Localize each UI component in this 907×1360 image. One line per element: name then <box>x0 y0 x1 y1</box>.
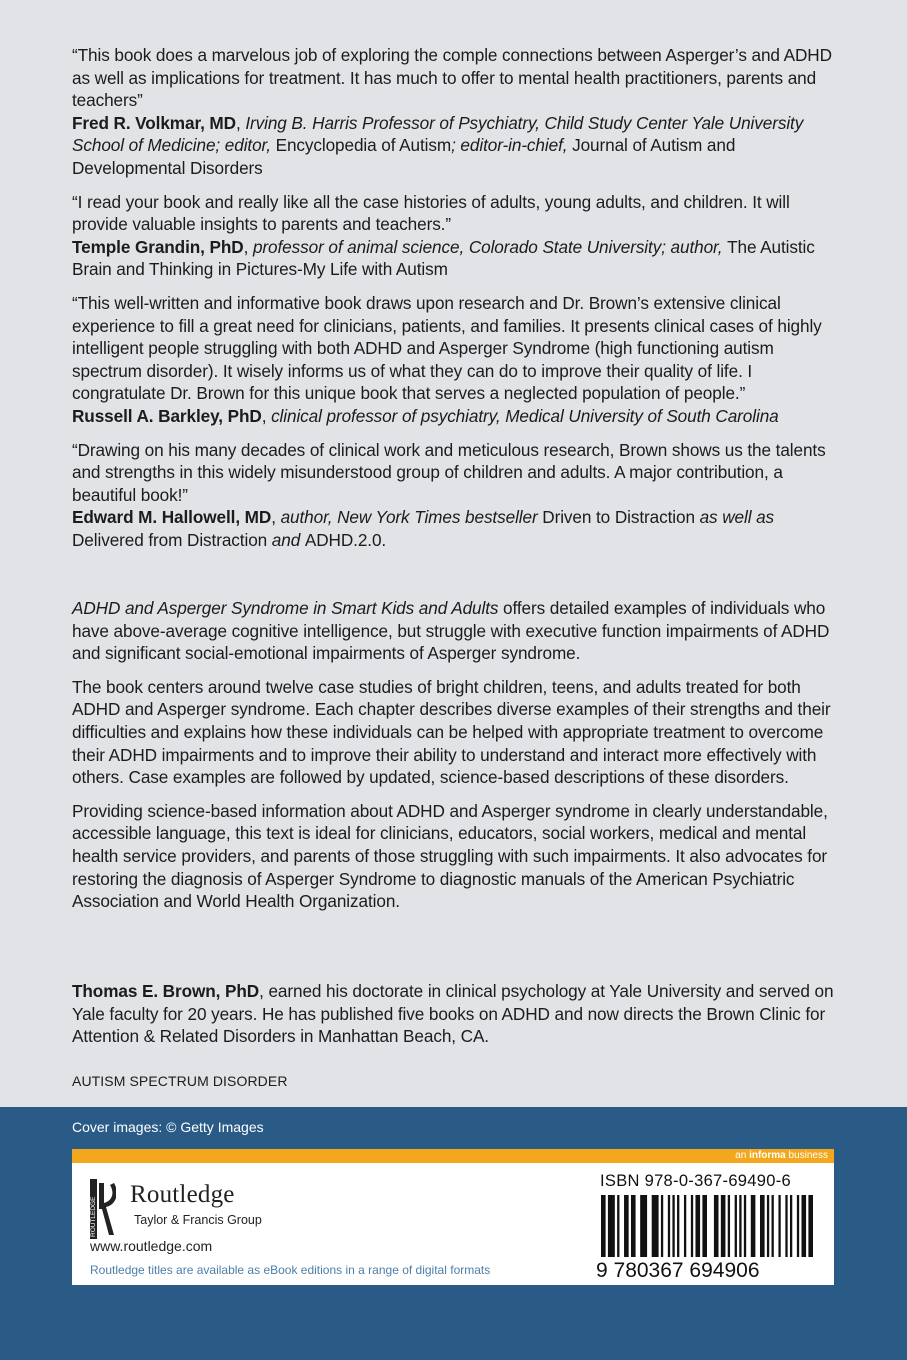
testimonial-credential: author, New York Times bestseller <box>280 507 543 528</box>
barcode-bar <box>808 1195 813 1257</box>
barcode-bar <box>624 1195 629 1257</box>
barcode-bar <box>744 1195 746 1257</box>
testimonial-credential: , <box>235 112 246 133</box>
barcode-bar <box>702 1195 707 1257</box>
testimonial-credential: The Autistic Brain and Thinking in Pictures-My Life with Autism <box>72 236 815 280</box>
barcode-bar <box>631 1195 636 1257</box>
barcode-bar <box>652 1195 659 1257</box>
testimonial-credential: Encyclopedia of Autism <box>275 135 452 156</box>
barcode-bar <box>778 1195 780 1257</box>
testimonial-credential: ; editor-in-chief, <box>451 135 573 156</box>
testimonial-credential: Driven to Distraction <box>542 507 695 528</box>
author-bio-text: , earned his doctorate in clinical psychology at Yale University and served on Yale faculty for 20 years. He has published five books on ADHD and now directs the Brown Clinic for Attention & Related Disorders in Manhattan Beach, CA. <box>72 981 834 1047</box>
isbn-label: ISBN 978-0-367-69490-6 <box>600 1172 791 1190</box>
barcode-bar <box>613 1195 615 1257</box>
barcode-bar <box>797 1195 799 1257</box>
testimonial-name: Temple Grandin, PhD <box>72 236 244 257</box>
barcode-bar <box>760 1195 765 1257</box>
testimonials-section <box>72 44 842 562</box>
publisher-box <box>72 1149 834 1285</box>
author-bio <box>72 980 842 1048</box>
cover-credit: Cover images: © Getty Images <box>72 1119 264 1135</box>
testimonial-credential: professor of animal science, Colorado State University; author, <box>252 236 728 257</box>
testimonial-credential: Delivered from Distraction <box>72 529 268 550</box>
informa-strip <box>72 1149 834 1163</box>
barcode-bar <box>617 1195 619 1257</box>
barcode-bar <box>608 1195 613 1257</box>
barcode-bar <box>801 1195 806 1257</box>
testimonial-name: Edward M. Hallowell, MD <box>72 507 272 528</box>
book-description <box>72 597 842 924</box>
barcode-bar <box>721 1195 726 1257</box>
barcode-bar <box>672 1195 674 1257</box>
barcode-bar <box>785 1195 787 1257</box>
barcode-bar <box>751 1195 756 1257</box>
testimonial-credential: ADHD.2.0. <box>304 529 387 550</box>
barcode-bar <box>735 1195 737 1257</box>
publisher-name: Routledge <box>130 1181 235 1208</box>
testimonial-credential: clinical professor of psychiatry, Medical University of South Carolina <box>271 405 779 426</box>
testimonial-quote: “This well-written and informative book draws upon research and Dr. Brown’s extensive clinical experience to fill a great need for clinicians, patients, and families. It presents clinical cases of highly intelligent people struggling with both ADHD and Asperger Syndrome (high functioning autism spectrum disorder). It wisely informs us of what they can do to improve their quality of life. I congratulate Dr. Brown for this unique book that serves a neglected population of people.” <box>72 292 822 404</box>
book-title: ADHD and Asperger Syndrome in Smart Kids and Adults <box>72 598 499 618</box>
testimonial <box>72 439 842 552</box>
description-paragraph-3: Providing science-based information about ADHD and Asperger syndrome in clearly understandable, accessible language, this text is ideal for clinicians, educators, social workers, medical and mental health service providers, and parents of those struggling with such impairments. It also advocates for restoring the diagnosis of Asperger Syndrome to diagnostic manuals of the American Psychiatric Association and World Health Organization. <box>72 800 828 912</box>
barcode-bar <box>695 1195 700 1257</box>
testimonial <box>72 292 842 428</box>
barcode-bar <box>677 1195 679 1257</box>
testimonial-quote: “This book does a marvelous job of exploring the comple connections between Asperger’s and ADHD as well as implications for treatment. It has much to offer to mental health practitioners, parents and teachers” <box>72 45 832 111</box>
ebook-note: Routledge titles are available as eBook editions in a range of digital formats <box>90 1263 491 1277</box>
testimonial-credential: and <box>267 529 305 550</box>
barcode-bar <box>714 1195 719 1257</box>
barcode-bar <box>772 1195 774 1257</box>
testimonial-credential: , <box>243 236 253 257</box>
testimonial-name: Russell A. Barkley, PhD <box>72 405 262 426</box>
barcode-bar <box>661 1195 663 1257</box>
barcode-bar <box>601 1195 606 1257</box>
barcode-bar <box>640 1195 647 1257</box>
publisher-group: Taylor & Francis Group <box>134 1213 262 1227</box>
testimonial-credential: as well as <box>694 507 775 528</box>
barcode-digits: 9 780367 694906 <box>596 1259 760 1282</box>
testimonial <box>72 191 842 281</box>
testimonial-credential: , <box>261 405 272 426</box>
testimonial <box>72 44 842 180</box>
publisher-url[interactable]: www.routledge.com <box>90 1238 213 1254</box>
subject-category: AUTISM SPECTRUM DISORDER <box>72 1073 288 1089</box>
description-intro <box>72 597 842 665</box>
barcode-bar <box>684 1195 686 1257</box>
testimonial-credential: Irving B. Harris Professor of Psychiatry, Child Study Center Yale University School of Medicine; editor, <box>72 112 804 156</box>
barcode-bar <box>767 1195 769 1257</box>
barcode-bar <box>790 1195 792 1257</box>
barcode-bar <box>691 1195 693 1257</box>
testimonial-quote: “I read your book and really like all the case histories of adults, young adults, and children. It will provide valuable insights to parents and teachers.” <box>72 191 790 235</box>
description-paragraph-2: The book centers around twelve case studies of bright children, teens, and adults treated for both ADHD and Asperger syndrome. Each chapter describes diverse examples of their strengths and their difficulties and explains how these individuals can be helped with appropriate treatment to overcome their ADHD impairments and to improve their ability to understand and interact more effectively with others. Case examples are followed by updated, science-based descriptions of these disorders. <box>72 676 831 788</box>
testimonial-name: Fred R. Volkmar, MD <box>72 112 236 133</box>
routledge-logo-icon <box>90 1179 116 1239</box>
testimonial-credential: Journal of Autism and Developmental Disorders <box>72 135 736 178</box>
barcode-bar <box>728 1195 730 1257</box>
testimonial-quote: “Drawing on his many decades of clinical work and meticulous research, Brown shows us the talents and strengths in this widely misunderstood group of children and adults. A major contribution, a beautiful book!” <box>72 439 826 505</box>
author-name: Thomas E. Brown, PhD <box>72 981 260 1001</box>
informa-tagline: an informa business <box>735 1150 828 1161</box>
barcode-bar <box>668 1195 670 1257</box>
svg-text:ROUTLEDGE: ROUTLEDGE <box>90 1196 97 1237</box>
barcode-bar <box>739 1195 741 1257</box>
testimonial-credential: , <box>271 507 281 528</box>
description-intro-text: offers detailed examples of individuals who have above-average cognitive intelligence, but struggle with executive function impairments of ADHD and significant social-emotional impairments of Asperger syndrome. <box>72 598 830 664</box>
